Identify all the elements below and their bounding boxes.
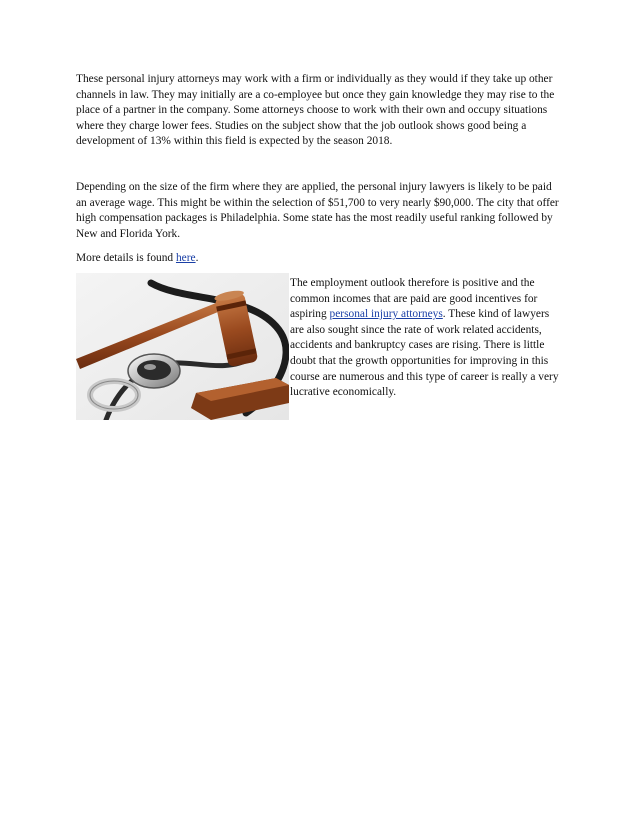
here-link[interactable]: here <box>175 252 196 264</box>
employment-outlook-text: The employment outlook therefore is positive and the common incomes that are paid are good incentives for aspiring <box>290 277 538 321</box>
paragraph-job-outlook: These personal injury attorneys may work with a firm or individually as they would if they take up other channels in law. They may initially are a co-employee but once they gain knowledge they may rise to the place of a partner in the company. Some attorneys choose to work with their own and occupy situations where they charge lower fees. Studies on the subject show that the job outlook shows good being a development of 13% within this field is expected by the season 2018. <box>76 73 555 148</box>
paragraph-more-details <box>76 251 562 267</box>
more-details-period: . <box>195 252 199 264</box>
personal-injury-attorneys-link[interactable]: personal injury attorneys <box>329 308 443 321</box>
paragraph-employment-outlook <box>290 276 565 401</box>
paragraph-salary: Depending on the size of the firm where they are applied, the personal injury lawyers is likely to be paid an average wage. This might be within the selection of $51,700 to very nearly $90,000. The city that offer high compensation packages is Philadelphia. Some state has the most readily useful ranking followed by New and Florida York. <box>76 181 559 240</box>
more-details-text: More details is found <box>76 252 176 264</box>
employment-outlook-text-continued: . These kind of lawyers are also sought since the rate of work related accidents, accidents and bankruptcy cases are rising. There is little doubt that the growth opportunities for improving in this course are numerous and this type of career is really a very lucrative economically. <box>290 308 559 399</box>
gavel-stethoscope-image <box>76 273 289 420</box>
